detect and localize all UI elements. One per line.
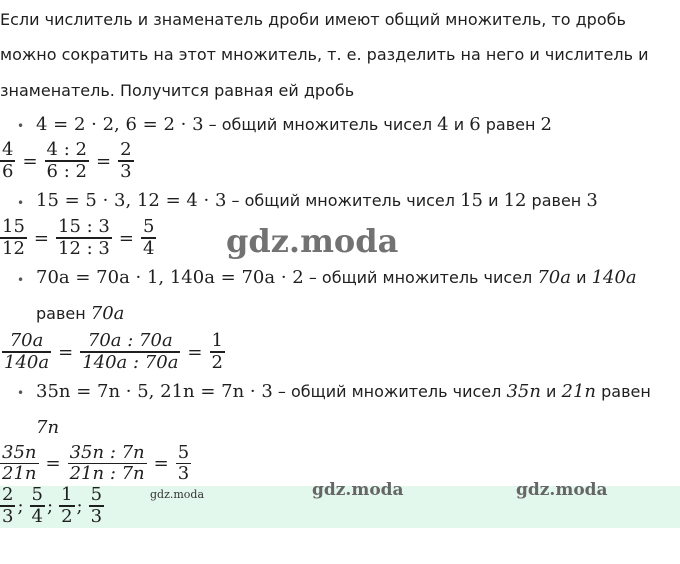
item-4-math: 35n = 7n · 5, 21n = 7n · 3 [36,381,273,402]
item-3-statement-cont: равен 70a [36,303,125,324]
intro-line-3: знаменатель. Получится равная ей дробь [0,81,355,100]
watermark-big: gdz.moda [226,222,399,260]
item-4-fraction: $\frac{35n}{21n}$ = $\frac{35n : 7n}{21n : 7n}$ = $\frac{5}{3}$ [2,441,190,485]
item-2-math: 15 = 5 · 3, 12 = 4 · 3 [36,190,227,211]
item-2-fraction: $\frac{15}{12}$ = $\frac{15 : 3}{12 : 3}$ = $\frac{5}{4}$ [2,216,155,259]
item-3-math: 70a = 70a · 1, 140a = 70a · 2 [36,267,304,288]
watermark-band-2: gdz.moda [516,480,608,500]
answer-fractions: $\frac{2}{3}$ ; $\frac{5}{4}$ ; $\frac{1}{2}$ ; $\frac{5}{3}$ [2,484,103,527]
item-3-fraction: $\frac{70a}{140a}$ = $\frac{70a : 70a}{140a : 70a}$ = $\frac{1}{2}$ [4,330,223,373]
item-4-statement-cont: 7n [36,417,60,438]
item-4-statement: 35n = 7n · 5, 21n = 7n · 3 – общий множитель чисел 35n и 21n равен [36,381,651,402]
intro-line-1: Если числитель и знаменатель дроби имеют общий множитель, то дробь [0,10,626,29]
item-1-fraction: $\frac{4}{6}$ = $\frac{4 : 2}{6 : 2}$ = $\frac{2}{3}$ [2,139,132,182]
bullet-3: • [17,273,25,287]
item-1-statement: 4 = 2 · 2, 6 = 2 · 3 – общий множитель чисел 4 и 6 равен 2 [36,114,552,135]
bullet-2: • [17,196,25,210]
item-1-math: 4 = 2 · 2, 6 = 2 · 3 [36,114,204,135]
watermark-small: gdz.moda [150,488,205,501]
intro-line-2: можно сократить на этот множитель, т. е. разделить на него и числитель и [0,45,649,64]
bullet-1: • [17,119,25,133]
item-3-statement: 70a = 70a · 1, 140a = 70a · 2 – общий множитель чисел 70a и 140a [36,267,637,288]
watermark-band-1: gdz.moda [312,480,404,500]
item-2-statement: 15 = 5 · 3, 12 = 4 · 3 – общий множитель чисел 15 и 12 равен 3 [36,190,598,211]
bullet-4: • [17,386,25,400]
